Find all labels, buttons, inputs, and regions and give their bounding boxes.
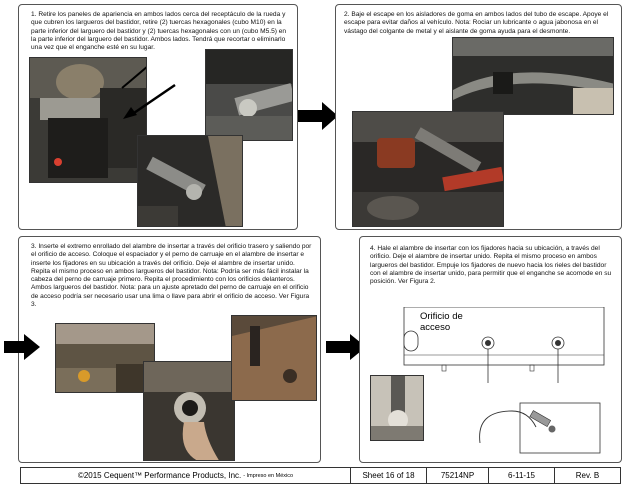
footer-part-cell	[427, 468, 489, 483]
step-3-text: 3. Inserte el extremo enrollado del alambre de insertar a través del orificio trasero y saliendo por el orificio de acceso. Coloque el espaciador y el perno de carruaje en el alambre de insertar e inserte los fijadores en su ubicación a través del orificio. Deje el alambre de insertar unido. Repita el mismo proceso en ambos largueros del bastidor. Nota: Podría ser más fácil instalar la cabeza del perno de carruaje primero. Repita el procedimiento con los orificios delanteros. Ambos largueros del bastidor. Nota: para un ajuste apretado del perno de carruaje en el orificio de acceso podría ser necesario usar una lima o llave para abrir el orificio de acceso. Ver Figura 3.	[31, 243, 312, 309]
footer-revision-cell	[555, 468, 620, 483]
photo-bolt-insert-image	[144, 362, 235, 461]
insert-wire	[480, 411, 536, 443]
footer-revision: Rev. B	[575, 471, 600, 480]
step-2-text: 2. Baje el escape en los aisladores de goma en ambos lados del tubo de escape. Apoye el escape para evitar daños al vehículo. Nota: Rociar un lubricante o agua jabonosa en el vástago del colgante de metal y el aislante de goma ayuda para el desmonte.	[344, 11, 609, 35]
access-hole-label	[420, 311, 463, 333]
photo-fastener-closeup-image	[371, 376, 424, 441]
photo-fastener-closeup	[370, 375, 424, 441]
photo-rubber-isolator	[352, 111, 504, 227]
fastener-hole-1-inner	[485, 340, 491, 346]
photo-bolt-insert	[143, 361, 235, 461]
fastener-hole-2-inner	[555, 340, 561, 346]
footer-copyright-cell	[21, 468, 351, 483]
footer-made-in: - Impreso en México	[243, 472, 294, 479]
photo-wire-frame	[231, 315, 317, 401]
step-1-text: 1. Retire los paneles de apariencia en ambos lados cerca del receptáculo de la rueda y que cubren los largueros del bastidor, retire (2) tuercas hexagonales (cubo M10) en la parte inferior del larguero del bastidor y (2) tuercas hexagonales con un (cubo M5.5) en la parte inferior del larguero del bastidor. Ambos lados. Tendrá que recortar o eliminarlo una vez que el enganche esté en su lugar.	[31, 11, 287, 52]
photo-wrench	[137, 135, 243, 227]
photo-frame-hole	[55, 323, 155, 393]
step-1-panel	[18, 4, 298, 230]
footer-sheet-cell	[351, 468, 427, 483]
bolt-detail	[530, 411, 551, 427]
photo-frame-hole-image	[56, 324, 155, 393]
footer-bar	[20, 467, 621, 484]
photo-wire-frame-image	[232, 316, 317, 401]
photo-rubber-isolator-image	[353, 112, 504, 227]
photo-exhaust-pipe-image	[453, 38, 614, 115]
footer-part-number: 75214NP	[440, 471, 475, 480]
photo-nut-removal-image	[206, 50, 293, 141]
access-hole-label-line-1: Orificio de	[420, 311, 463, 322]
footer-date: 6-11-15	[508, 471, 535, 480]
step-2-panel	[335, 4, 622, 230]
step-4-text: 4. Hale el alambre de insertar con los fijadores hacia su ubicación, a través del orificio. Deje el alambre de insertar unido. Repita el mismo proceso en ambos largueros del bastidor. Empuje los fijadores de nuevo hacia los rieles del bastidor con el alambre de insertar unido, para permitir que el enganche se acomode en su posición. Ver Figura 2.	[370, 245, 612, 286]
footer-sheet: Sheet 16 of 18	[362, 471, 415, 480]
access-hole	[404, 331, 418, 351]
photo-exhaust-pipe	[452, 37, 614, 115]
pointer-arrow-icon	[119, 81, 179, 121]
access-hole-label-line-2: acceso	[420, 322, 451, 333]
step-4-panel	[359, 236, 622, 463]
footer-copyright: ©2015 Cequent™ Performance Products, Inc.	[77, 471, 242, 480]
step-3-panel	[18, 236, 321, 463]
footer-date-cell	[489, 468, 555, 483]
arrow-right-icon-2	[4, 334, 40, 360]
arrow-right-icon-1	[298, 102, 338, 130]
photo-nut-removal	[205, 49, 293, 141]
photo-wrench-image	[138, 136, 243, 227]
u-channel	[520, 403, 600, 453]
